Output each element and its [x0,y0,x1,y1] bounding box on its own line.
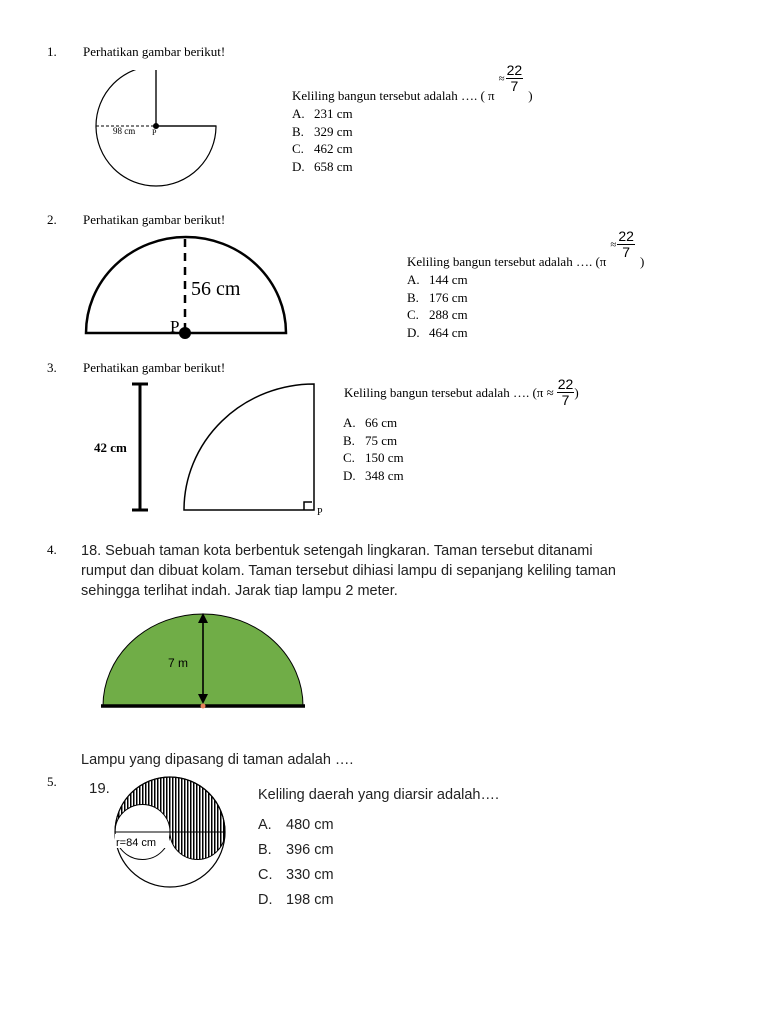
q5-option-b-text: 396 cm [286,842,334,858]
q3-quarter-circle [184,384,314,510]
q3-center-label: P [317,507,323,518]
q1-approx: ≈ [498,73,505,85]
q1-option-d-text: 658 cm [314,158,353,174]
q3-fraction-numerator: 22 [557,376,574,392]
q3-close: ) [574,384,579,400]
q1-option-b[interactable] [292,123,353,141]
q3-option-d-letter: D. [343,467,356,483]
q1-option-d[interactable] [292,158,353,176]
q2-stem-text: Keliling bangun tersebut adalah …. (π [407,254,607,269]
q2-title: Perhatikan gambar berikut! [83,212,226,227]
q5-option-b-letter: B. [258,842,272,858]
q1-title: Perhatikan gambar berikut! [83,44,226,59]
q4-figure [98,608,310,712]
q1-fraction-numerator: 22 [506,62,523,78]
q3-option-b[interactable] [343,432,404,450]
q2-close: ) [639,254,645,269]
q5-figure [112,776,232,890]
q1-close: ) [528,88,533,103]
q5-options [258,813,334,913]
q3-fraction-denominator: 7 [561,392,570,408]
q1-option-b-text: 329 cm [314,123,353,139]
q3-option-a-text: 66 cm [365,415,398,430]
q2-options [407,271,468,341]
q5-option-c[interactable] [258,863,334,888]
q3-option-a[interactable] [343,414,404,432]
q1-figure [88,70,228,192]
q3-option-b-text: 75 cm [365,432,398,448]
q5-radius-label: r=84 cm [116,837,157,849]
q2-approx: ≈ [610,239,617,251]
q5-stem: Keliling daerah yang diarsir adalah…. [258,787,500,803]
q3-stem-text: Keliling bangun tersebut adalah …. (π ≈ [344,384,554,400]
q1-option-c-text: 462 cm [314,141,353,156]
q4-center-dot [201,704,206,709]
q1-options [292,105,353,175]
q2-option-d-letter: D. [407,324,420,340]
q5-option-a[interactable] [258,813,334,838]
q1-option-a-letter: A. [292,106,305,121]
q2-center-dot [179,327,191,339]
q4-question: Lampu yang dipasang di taman adalah …. [81,752,354,768]
q3-option-a-letter: A. [343,415,356,430]
q5-option-a-text: 480 cm [286,817,334,833]
q2-option-d[interactable] [407,324,468,342]
q5-number: 5. [47,774,57,789]
q4-line-3: sehingga terlihat indah. Jarak tiap lampu 2 meter. [81,583,398,599]
q2-figure [82,232,292,342]
q3-fraction [557,377,575,408]
q1-option-c[interactable] [292,140,353,158]
q1-center-label: P [152,128,157,137]
q4-line-2: rumput dan dibuat kolam. Taman tersebut dihiasi lampu di sepanjang keliling taman [81,563,616,579]
q2-fraction-denominator: 7 [622,244,631,260]
q3-figure [88,378,333,518]
q2-radius-label: 56 cm [191,278,241,300]
q2-number: 2. [47,212,57,227]
q2-option-d-text: 464 cm [429,324,468,340]
q3-options [343,414,404,484]
q5-option-d-letter: D. [258,892,273,908]
q4-problem-text [81,541,616,601]
q1-stem-text: Keliling bangun tersebut adalah …. ( π [292,88,495,103]
q2-center-label: P [170,317,180,336]
q3-stem [344,377,579,408]
q2-option-b-letter: B. [407,289,419,305]
q5-sub-number: 19. [89,780,110,797]
q3-option-d-text: 348 cm [365,467,404,483]
q3-number: 3. [47,360,57,375]
q3-right-angle-mark [304,502,312,510]
q1-option-a-text: 231 cm [314,106,353,121]
q3-option-c-letter: C. [343,450,355,465]
q4-line-1: 18. Sebuah taman kota berbentuk setengah lingkaran. Taman tersebut ditanami [81,543,593,559]
q2-option-b-text: 176 cm [429,289,468,305]
q2-stem [407,229,644,270]
q1-number: 1. [47,44,57,59]
q5-option-d-text: 198 cm [286,892,334,908]
q3-option-c-text: 150 cm [365,450,404,465]
q1-fraction-denominator: 7 [510,78,519,94]
q5-option-c-letter: C. [258,867,273,883]
q4-radius-label: 7 m [168,656,189,670]
q5-option-c-text: 330 cm [286,867,334,883]
q2-option-c[interactable] [407,306,468,324]
q2-fraction-numerator: 22 [618,228,634,244]
q2-option-c-letter: C. [407,307,419,322]
q3-option-b-letter: B. [343,432,355,448]
q4-number: 4. [47,542,57,557]
q1-option-c-letter: C. [292,141,304,156]
q1-option-b-letter: B. [292,123,304,139]
q5-option-d[interactable] [258,888,334,913]
q2-option-c-text: 288 cm [429,307,468,322]
q2-option-a-letter: A. [407,272,420,287]
q3-option-d[interactable] [343,467,404,485]
q3-length-label: 42 cm [94,440,127,455]
q2-option-a-text: 144 cm [429,272,468,287]
q3-title: Perhatikan gambar berikut! [83,360,226,375]
q3-option-c[interactable] [343,449,404,467]
q5-option-a-letter: A. [258,817,272,833]
q1-option-d-letter: D. [292,158,305,174]
q2-fraction [617,229,635,260]
q2-option-b[interactable] [407,289,468,307]
q1-fraction [506,63,524,94]
q2-option-a[interactable] [407,271,468,289]
q1-option-a[interactable] [292,105,353,123]
q1-radius-label: 98 cm [113,126,136,136]
q5-option-b[interactable] [258,838,334,863]
q1-stem [292,63,533,104]
